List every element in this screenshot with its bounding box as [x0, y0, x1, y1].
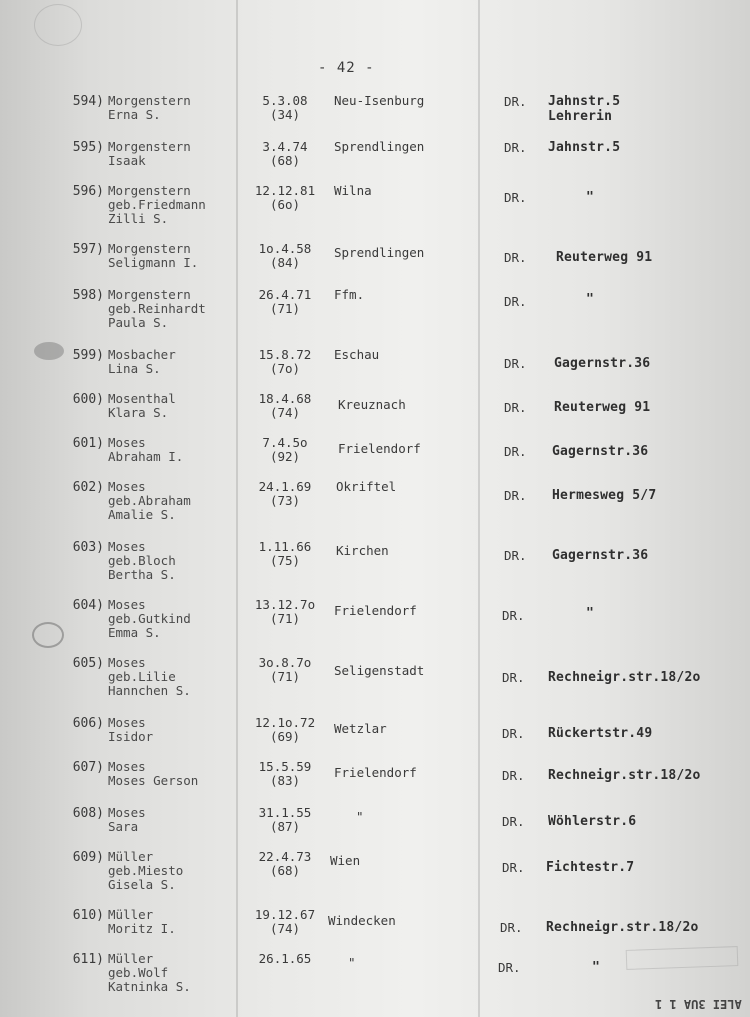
entry-address: " [586, 606, 595, 621]
entry-date: 3.4.74 (68) [262, 139, 308, 168]
entry-dr: DR. [502, 670, 525, 685]
entry-address: Rechneigr.str.18/2o [546, 920, 699, 935]
entry-number: 595) [72, 140, 104, 155]
entry-dr: DR. [502, 814, 525, 829]
entry-dr: DR. [504, 190, 527, 205]
entry-address: Fichtestr.7 [546, 860, 635, 875]
entry-place: Frielendorf [334, 603, 417, 618]
entry-place: Kreuznach [338, 397, 406, 412]
entry-name: Morgenstern Seligmann I. [108, 241, 199, 270]
entry-dr: DR. [500, 920, 523, 935]
entry-number: 601) [72, 436, 104, 451]
entry-name: Moses geb.Lilie Hannchen S. [108, 655, 191, 698]
entry-date: 1.11.66 (75) [258, 539, 312, 568]
entry-place: Okriftel [336, 479, 397, 494]
page-fold-left [236, 0, 238, 1017]
entry-dr: DR. [504, 140, 527, 155]
entry-address: Rechneigr.str.18/2o [548, 670, 701, 685]
entry-address: Hermesweg 5/7 [552, 488, 657, 503]
entry-number: 604) [72, 598, 104, 613]
entry-name: Müller geb.Wolf Katninka S. [108, 951, 191, 994]
entry-date: 3o.8.7o (71) [258, 655, 312, 684]
entry-place: Frielendorf [334, 765, 417, 780]
entry-date: 24.1.69 (73) [258, 479, 312, 508]
entry-name: Morgenstern Isaak [108, 139, 191, 168]
entry-dr: DR. [504, 294, 527, 309]
entry-place: Wien [330, 853, 361, 868]
entry-number: 607) [72, 760, 104, 775]
entry-number: 600) [72, 392, 104, 407]
entry-date: 26.1.65 [258, 951, 312, 966]
entry-dr: DR. [502, 608, 525, 623]
entry-date: 15.5.59 (83) [258, 759, 312, 788]
entry-date: 1o.4.58 (84) [258, 241, 312, 270]
entry-name: Moses Sara [108, 805, 146, 834]
entry-number: 603) [72, 540, 104, 555]
entry-place: " [348, 955, 356, 970]
entry-name: Moses geb.Bloch Bertha S. [108, 539, 176, 582]
entry-dr: DR. [504, 400, 527, 415]
entry-date: 12.12.81 (6o) [254, 183, 316, 212]
entry-dr: DR. [502, 726, 525, 741]
entry-number: 605) [72, 656, 104, 671]
entry-dr: DR. [504, 444, 527, 459]
entry-address: Reuterweg 91 [554, 400, 651, 415]
entry-name: Müller geb.Miesto Gisela S. [108, 849, 184, 892]
entry-address: Jahnstr.5 [548, 140, 621, 155]
entry-name: Morgenstern Erna S. [108, 93, 191, 122]
page-number: - 42 - [318, 60, 375, 76]
entry-date: 7.4.5o (92) [262, 435, 308, 464]
entry-dr: DR. [504, 356, 527, 371]
entry-place: Ffm. [334, 287, 365, 302]
entry-dr: DR. [502, 768, 525, 783]
entry-number: 610) [72, 908, 104, 923]
entry-date: 13.12.7o (71) [254, 597, 316, 626]
entry-place: Sprendlingen [334, 245, 425, 260]
entry-place: Wetzlar [334, 721, 387, 736]
entry-address: Rechneigr.str.18/2o [548, 768, 701, 783]
entry-name: Moses Abraham I. [108, 435, 184, 464]
entry-place: Frielendorf [338, 441, 421, 456]
entry-number: 597) [72, 242, 104, 257]
entry-date: 5.3.08 (34) [262, 93, 308, 122]
entry-number: 594) [72, 94, 104, 109]
entry-dr: DR. [498, 960, 521, 975]
entry-number: 611) [72, 952, 104, 967]
entry-number: 609) [72, 850, 104, 865]
entry-address: " [592, 960, 601, 975]
entry-number: 608) [72, 806, 104, 821]
entry-place: Neu-Isenburg [334, 93, 425, 108]
entry-address: Gagernstr.36 [552, 444, 649, 459]
stain-top-left [34, 4, 82, 46]
entry-name: Morgenstern geb.Friedmann Zilli S. [108, 183, 206, 226]
entry-dr: DR. [502, 860, 525, 875]
entry-dr: DR. [504, 548, 527, 563]
entry-place: Windecken [328, 913, 396, 928]
entry-place: " [356, 809, 364, 824]
entry-name: Mosenthal Klara S. [108, 391, 176, 420]
entry-place: Sprendlingen [334, 139, 425, 154]
entry-number: 598) [72, 288, 104, 303]
entry-address: Gagernstr.36 [554, 356, 651, 371]
entry-address: Gagernstr.36 [552, 548, 649, 563]
entry-name: Moses Isidor [108, 715, 154, 744]
entry-name: Moses geb.Gutkind Emma S. [108, 597, 191, 640]
entry-name: Müller Moritz I. [108, 907, 176, 936]
entry-date: 31.1.55 (87) [258, 805, 312, 834]
entry-address: " [586, 292, 595, 307]
entry-dr: DR. [504, 94, 527, 109]
entry-date: 22.4.73 (68) [258, 849, 312, 878]
faint-stamp [626, 946, 739, 970]
entry-number: 602) [72, 480, 104, 495]
entry-date: 26.4.71 (71) [258, 287, 312, 316]
entry-name: Morgenstern geb.Reinhardt Paula S. [108, 287, 206, 330]
entry-number: 606) [72, 716, 104, 731]
corner-mark: ALEI 3UA 1 1 [655, 997, 742, 1011]
entry-address: Reuterweg 91 [556, 250, 653, 265]
entry-date: 15.8.72 (7o) [258, 347, 312, 376]
entry-place: Eschau [334, 347, 380, 362]
entry-date: 18.4.68 (74) [258, 391, 312, 420]
entry-dr: DR. [504, 488, 527, 503]
entry-name: Moses geb.Abraham Amalie S. [108, 479, 191, 522]
entry-date: 19.12.67 (74) [254, 907, 316, 936]
entry-place: Kirchen [336, 543, 389, 558]
entry-address: " [586, 190, 595, 205]
entry-place: Seligenstadt [334, 663, 425, 678]
entry-date: 12.1o.72 (69) [254, 715, 316, 744]
entry-address: Rückertstr.49 [548, 726, 653, 741]
entry-dr: DR. [504, 250, 527, 265]
entry-place: Wilna [334, 183, 372, 198]
stain-left-2 [32, 622, 64, 648]
entry-number: 599) [72, 348, 104, 363]
entry-number: 596) [72, 184, 104, 199]
entry-address: Wöhlerstr.6 [548, 814, 637, 829]
page-fold-right [478, 0, 480, 1017]
entry-name: Moses Moses Gerson [108, 759, 199, 788]
entry-address: Jahnstr.5 Lehrerin [548, 94, 621, 124]
entry-name: Mosbacher Lina S. [108, 347, 176, 376]
